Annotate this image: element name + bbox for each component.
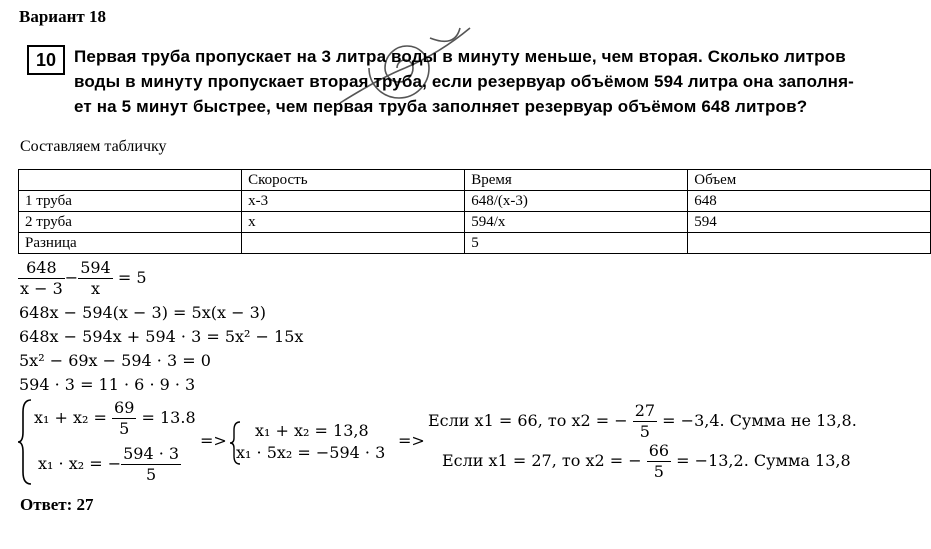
solution-line-3: 5x² − 69x − 594 · 3 = 0 [19, 351, 211, 370]
table-cell: 5 [465, 233, 688, 254]
denominator: x [90, 279, 100, 298]
fraction [647, 441, 671, 482]
denominator: x − 3 [20, 279, 63, 298]
table-cell: 648 [688, 191, 931, 212]
table-row [19, 212, 931, 233]
numerator: 594 · 3 [123, 444, 180, 463]
data-table [18, 169, 931, 254]
system2-row1: x₁ + x₂ = 13,8 [255, 421, 369, 440]
system-lhs: x₁ + x₂ = [34, 408, 107, 427]
case-suffix: = −3,4. Сумма не 13,8. [662, 411, 857, 430]
solution-line-4: 594 · 3 = 11 · 6 · 9 · 3 [19, 375, 196, 394]
implies-arrow: => [398, 431, 425, 450]
system1-row1 [34, 398, 196, 439]
task-number: 10 [27, 45, 65, 75]
numerator: 648 [18, 258, 65, 279]
numerator: 594 [80, 258, 111, 277]
implies-arrow: => [200, 431, 227, 450]
system-rhs: = 13.8 [141, 408, 196, 427]
table-cell: Разница [19, 233, 242, 254]
fraction [78, 258, 113, 299]
fraction [18, 258, 65, 299]
fraction [121, 444, 181, 485]
numerator: 27 [634, 401, 656, 420]
subtitle: Составляем табличку [20, 138, 167, 155]
task-text-line-1: Первая труба пропускает на 3 литра воды в минуту меньше, чем вторая. Сколько литров [74, 47, 846, 66]
table-row [19, 233, 931, 254]
equation-fractions [18, 258, 147, 299]
case-suffix: = −13,2. Сумма 13,8 [676, 451, 851, 470]
table-cell [688, 233, 931, 254]
table-cell [19, 170, 242, 191]
table-cell [242, 233, 465, 254]
task-text-line-2: воды в минуту пропускает вторая труба, если резервуар объёмом 594 литра она заполня- [74, 72, 854, 91]
table-cell: 2 труба [19, 212, 242, 233]
denominator: 5 [653, 462, 664, 481]
table-cell: 594 [688, 212, 931, 233]
table-cell: x-3 [242, 191, 465, 212]
answer: Ответ: 27 [20, 495, 94, 514]
minus-sign: − [64, 268, 79, 287]
table-row [19, 191, 931, 212]
case-2 [442, 441, 851, 482]
fraction [633, 401, 657, 442]
solution-line-2: 648x − 594x + 594 · 3 = 5x² − 15x [19, 327, 304, 346]
equation-rhs: = 5 [117, 268, 147, 287]
solution-line-1: 648x − 594(x − 3) = 5x(x − 3) [19, 303, 266, 322]
system1-row2 [38, 444, 181, 485]
denominator: 5 [146, 465, 157, 484]
numerator: 69 [114, 398, 135, 417]
system2-row2: x₁ · 5x₂ = −594 · 3 [236, 443, 386, 462]
table-cell: Время [465, 170, 688, 191]
table-cell: 1 труба [19, 191, 242, 212]
numerator: 66 [648, 441, 670, 460]
table-cell: x [242, 212, 465, 233]
case-prefix: Если x1 = 66, то x2 = − [428, 411, 628, 430]
table-cell: 594/x [465, 212, 688, 233]
system-lhs: x₁ · x₂ = − [38, 454, 122, 473]
table-header-row [19, 170, 931, 191]
denominator: 5 [639, 422, 650, 441]
variant-title: Вариант 18 [19, 7, 106, 26]
table-cell: 648/(x-3) [465, 191, 688, 212]
table-cell: Скорость [242, 170, 465, 191]
brace-icon [16, 398, 34, 486]
fraction [112, 398, 136, 439]
case-prefix: Если x1 = 27, то x2 = − [442, 451, 642, 470]
table-cell: Объем [688, 170, 931, 191]
denominator: 5 [119, 419, 130, 438]
task-text-line-3: ет на 5 минут быстрее, чем первая труба заполняет резервуар объёмом 648 литров? [74, 97, 808, 116]
case-1 [428, 401, 857, 442]
